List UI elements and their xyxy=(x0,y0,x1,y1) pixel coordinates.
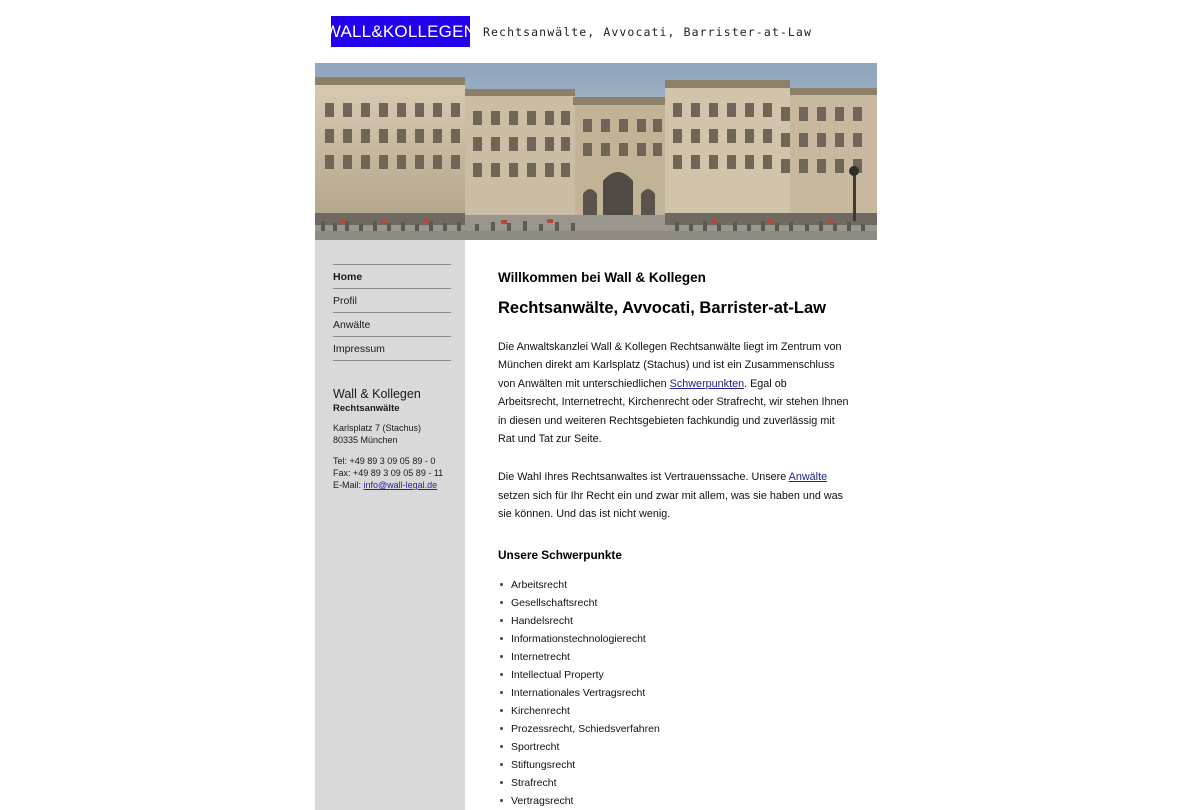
spacer xyxy=(333,446,451,455)
hero-illustration xyxy=(315,63,877,240)
header-tagline: Rechtsanwälte, Avvocati, Barrister-at-Law xyxy=(483,25,812,39)
firm-name: Wall & Kollegen xyxy=(333,387,421,401)
address-street: Karlsplatz 7 (Stachus) xyxy=(333,423,422,433)
logo[interactable] xyxy=(324,16,477,47)
main-content xyxy=(465,240,877,810)
list-item-label: Kirchenrecht xyxy=(511,704,570,717)
list-item xyxy=(498,594,849,612)
list-item-label: Strafrecht xyxy=(511,776,557,789)
practice-areas-list xyxy=(498,576,849,810)
content-wrapper xyxy=(315,240,877,810)
contact-phone: Tel: +49 89 3 09 05 89 - 0 xyxy=(333,456,436,466)
sidebar-nav xyxy=(333,264,451,361)
sidebar-item-label: Home xyxy=(333,271,363,283)
right-gutter xyxy=(877,0,1200,750)
sidebar-item-profil[interactable] xyxy=(333,289,451,313)
site-container xyxy=(315,0,877,810)
list-item xyxy=(498,630,849,648)
left-gutter xyxy=(0,0,315,750)
list-item xyxy=(498,702,849,720)
page-title: Willkommen bei Wall & Kollegen xyxy=(498,270,706,285)
list-item xyxy=(498,648,849,666)
list-item xyxy=(498,612,849,630)
list-item-label: Stiftungsrecht xyxy=(511,758,576,771)
sidebar-item-label: Profil xyxy=(333,295,357,307)
list-item-label: Vertragsrecht xyxy=(511,794,574,807)
contact-email-row xyxy=(333,479,451,491)
sidebar-item-label: Anwälte xyxy=(333,319,371,331)
section-title-schwerpunkte: Unsere Schwerpunkte xyxy=(498,547,622,562)
list-item-label: Prozessrecht, Schiedsverfahren xyxy=(511,722,660,735)
intro-p1-text-a: Die Anwaltskanzlei Wall & Kollegen Rechtsanwälte liegt im Zentrum von München direkt am Karlsplatz (Stachus) und ist ein Zusammenschluss von Anwälten mit unterschiedlichen xyxy=(498,341,842,390)
list-item xyxy=(498,738,849,756)
sidebar-item-label: Impressum xyxy=(333,343,385,355)
list-item xyxy=(498,684,849,702)
list-item xyxy=(498,774,849,792)
intro-p2-text-a: Die Wahl Ihres Rechtsanwaltes ist Vertrauenssache. Unsere xyxy=(498,471,789,484)
contact-block xyxy=(333,387,451,491)
intro-paragraph-1 xyxy=(498,338,849,448)
list-item xyxy=(498,756,849,774)
list-item-label: Arbeitsrecht xyxy=(511,578,568,591)
list-item xyxy=(498,720,849,738)
list-item xyxy=(498,576,849,594)
list-item-label: Internationales Vertragsrecht xyxy=(511,686,646,699)
list-item-label: Internetrecht xyxy=(511,650,570,663)
sidebar-item-anwaelte[interactable] xyxy=(333,313,451,337)
link-anwaelte[interactable]: Anwälte xyxy=(788,471,828,484)
intro-paragraph-2 xyxy=(498,468,849,523)
list-item xyxy=(498,666,849,684)
intro-p2-text-b: setzen sich für Ihr Recht ein und zwar mit allem, was sie haben und was sie können. Und das ist nicht wenig. xyxy=(498,489,844,521)
list-item-label: Intellectual Property xyxy=(511,668,604,681)
contact-email-label: E-Mail: xyxy=(333,480,364,490)
list-item-label: Handelsrecht xyxy=(511,614,573,627)
address-city: 80335 München xyxy=(333,435,398,445)
firm-role: Rechtsanwälte xyxy=(333,403,400,414)
contact-fax: Fax: +49 89 3 09 05 89 - 11 xyxy=(333,468,444,478)
list-item xyxy=(498,792,849,810)
list-item-label: Informationstechnologierecht xyxy=(511,632,646,645)
list-item-label: Gesellschaftsrecht xyxy=(511,596,598,609)
contact-email-link[interactable]: info@wall-legal.de xyxy=(363,480,438,490)
logo-text: WALL&KOLLEGEN xyxy=(324,21,477,41)
site-header xyxy=(315,0,877,63)
page-subtitle: Rechtsanwälte, Avvocati, Barrister-at-Law xyxy=(498,299,826,317)
hero-image xyxy=(315,63,877,240)
intro-p1-text-b: . Egal ob Arbeitsrecht, Internetrecht, Kirchenrecht oder Strafrecht, wir stehen Ihnen in diesen und weiteren Rechtsgebieten fachkundig und zuverlässig mit Rat und Tat zur Seite. xyxy=(498,377,849,446)
sidebar xyxy=(315,240,465,810)
list-item-label: Sportrecht xyxy=(511,740,560,753)
sidebar-item-home[interactable] xyxy=(333,264,451,289)
sidebar-item-impressum[interactable] xyxy=(333,337,451,361)
link-schwerpunkten[interactable]: Schwerpunkten xyxy=(669,377,745,390)
